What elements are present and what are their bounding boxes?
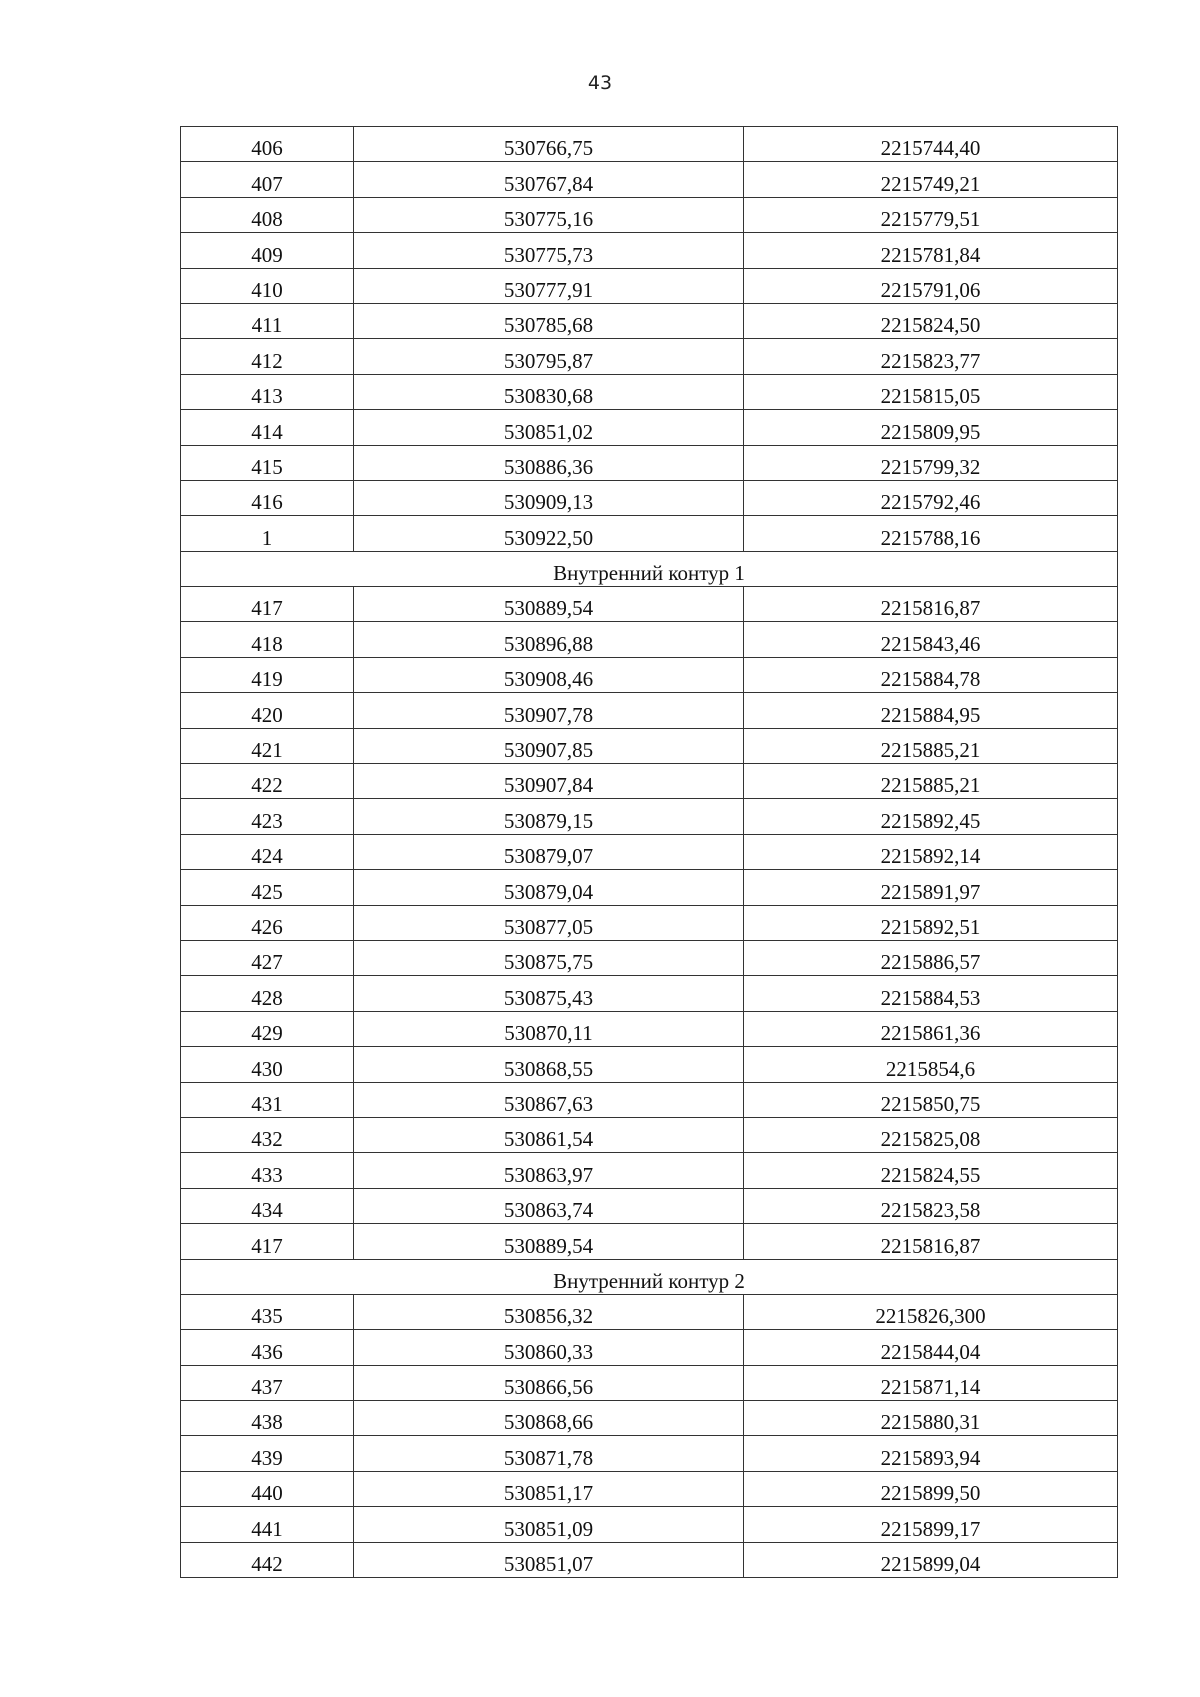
y-coordinate-cell: 2215744,40 bbox=[744, 127, 1118, 162]
y-coordinate-cell: 2215781,84 bbox=[744, 233, 1118, 268]
point-number-cell: 430 bbox=[181, 1047, 354, 1082]
table-row bbox=[181, 976, 1118, 1011]
point-number-cell: 422 bbox=[181, 764, 354, 799]
x-coordinate-cell: 530856,32 bbox=[354, 1294, 744, 1329]
y-coordinate-cell: 2215892,14 bbox=[744, 834, 1118, 869]
point-number-cell: 411 bbox=[181, 303, 354, 338]
point-number-cell: 417 bbox=[181, 1224, 354, 1259]
x-coordinate-cell: 530875,75 bbox=[354, 940, 744, 975]
point-number-cell: 421 bbox=[181, 728, 354, 763]
point-number-cell: 429 bbox=[181, 1011, 354, 1046]
x-coordinate-cell: 530851,07 bbox=[354, 1542, 744, 1577]
x-coordinate-cell: 530879,04 bbox=[354, 870, 744, 905]
x-coordinate-cell: 530871,78 bbox=[354, 1436, 744, 1471]
point-number-cell: 440 bbox=[181, 1471, 354, 1506]
table-row bbox=[181, 162, 1118, 197]
y-coordinate-cell: 2215884,95 bbox=[744, 693, 1118, 728]
point-number-cell: 418 bbox=[181, 622, 354, 657]
table-row bbox=[181, 1082, 1118, 1117]
x-coordinate-cell: 530907,85 bbox=[354, 728, 744, 763]
point-number-cell: 436 bbox=[181, 1330, 354, 1365]
table-row bbox=[181, 622, 1118, 657]
point-number-cell: 412 bbox=[181, 339, 354, 374]
table-row bbox=[181, 233, 1118, 268]
y-coordinate-cell: 2215886,57 bbox=[744, 940, 1118, 975]
table-row bbox=[181, 764, 1118, 799]
y-coordinate-cell: 2215791,06 bbox=[744, 268, 1118, 303]
y-coordinate-cell: 2215799,32 bbox=[744, 445, 1118, 480]
y-coordinate-cell: 2215788,16 bbox=[744, 516, 1118, 551]
page-number: 43 bbox=[587, 72, 613, 94]
point-number-cell: 423 bbox=[181, 799, 354, 834]
point-number-cell: 415 bbox=[181, 445, 354, 480]
x-coordinate-cell: 530775,16 bbox=[354, 197, 744, 232]
y-coordinate-cell: 2215779,51 bbox=[744, 197, 1118, 232]
y-coordinate-cell: 2215885,21 bbox=[744, 728, 1118, 763]
point-number-cell: 438 bbox=[181, 1401, 354, 1436]
section-header-row bbox=[181, 551, 1118, 586]
point-number-cell: 428 bbox=[181, 976, 354, 1011]
x-coordinate-cell: 530889,54 bbox=[354, 587, 744, 622]
point-number-cell: 437 bbox=[181, 1365, 354, 1400]
table-row bbox=[181, 445, 1118, 480]
x-coordinate-cell: 530851,17 bbox=[354, 1471, 744, 1506]
table-row bbox=[181, 127, 1118, 162]
table-row bbox=[181, 197, 1118, 232]
x-coordinate-cell: 530766,75 bbox=[354, 127, 744, 162]
table-row bbox=[181, 1365, 1118, 1400]
x-coordinate-cell: 530909,13 bbox=[354, 480, 744, 515]
table-row bbox=[181, 480, 1118, 515]
x-coordinate-cell: 530775,73 bbox=[354, 233, 744, 268]
point-number-cell: 413 bbox=[181, 374, 354, 409]
y-coordinate-cell: 2215871,14 bbox=[744, 1365, 1118, 1400]
x-coordinate-cell: 530896,88 bbox=[354, 622, 744, 657]
table-row bbox=[181, 799, 1118, 834]
table-row bbox=[181, 1153, 1118, 1188]
y-coordinate-cell: 2215892,51 bbox=[744, 905, 1118, 940]
x-coordinate-cell: 530868,66 bbox=[354, 1401, 744, 1436]
y-coordinate-cell: 2215823,58 bbox=[744, 1188, 1118, 1223]
point-number-cell: 433 bbox=[181, 1153, 354, 1188]
point-number-cell: 409 bbox=[181, 233, 354, 268]
point-number-cell: 435 bbox=[181, 1294, 354, 1329]
table-row bbox=[181, 1401, 1118, 1436]
table-row bbox=[181, 834, 1118, 869]
point-number-cell: 424 bbox=[181, 834, 354, 869]
x-coordinate-cell: 530777,91 bbox=[354, 268, 744, 303]
y-coordinate-cell: 2215749,21 bbox=[744, 162, 1118, 197]
table-row bbox=[181, 1117, 1118, 1152]
x-coordinate-cell: 530879,15 bbox=[354, 799, 744, 834]
point-number-cell: 406 bbox=[181, 127, 354, 162]
x-coordinate-cell: 530830,68 bbox=[354, 374, 744, 409]
x-coordinate-cell: 530851,02 bbox=[354, 410, 744, 445]
y-coordinate-cell: 2215899,50 bbox=[744, 1471, 1118, 1506]
y-coordinate-cell: 2215899,04 bbox=[744, 1542, 1118, 1577]
table-row bbox=[181, 1330, 1118, 1365]
table-row bbox=[181, 1011, 1118, 1046]
x-coordinate-cell: 530922,50 bbox=[354, 516, 744, 551]
table-row bbox=[181, 657, 1118, 692]
table-row bbox=[181, 940, 1118, 975]
table-row bbox=[181, 1471, 1118, 1506]
section-header-row bbox=[181, 1259, 1118, 1294]
point-number-cell: 414 bbox=[181, 410, 354, 445]
table-row bbox=[181, 1507, 1118, 1542]
y-coordinate-cell: 2215893,94 bbox=[744, 1436, 1118, 1471]
x-coordinate-cell: 530767,84 bbox=[354, 162, 744, 197]
coordinates-table-body bbox=[181, 127, 1118, 1578]
table-row bbox=[181, 410, 1118, 445]
y-coordinate-cell: 2215843,46 bbox=[744, 622, 1118, 657]
x-coordinate-cell: 530868,55 bbox=[354, 1047, 744, 1082]
x-coordinate-cell: 530785,68 bbox=[354, 303, 744, 338]
x-coordinate-cell: 530866,56 bbox=[354, 1365, 744, 1400]
y-coordinate-cell: 2215824,55 bbox=[744, 1153, 1118, 1188]
x-coordinate-cell: 530867,63 bbox=[354, 1082, 744, 1117]
table-row bbox=[181, 516, 1118, 551]
point-number-cell: 426 bbox=[181, 905, 354, 940]
table-row bbox=[181, 339, 1118, 374]
table-row bbox=[181, 587, 1118, 622]
table-row bbox=[181, 870, 1118, 905]
x-coordinate-cell: 530863,74 bbox=[354, 1188, 744, 1223]
x-coordinate-cell: 530886,36 bbox=[354, 445, 744, 480]
y-coordinate-cell: 2215844,04 bbox=[744, 1330, 1118, 1365]
y-coordinate-cell: 2215899,17 bbox=[744, 1507, 1118, 1542]
section-title: Внутренний контур 2 bbox=[181, 1259, 1118, 1294]
x-coordinate-cell: 530907,78 bbox=[354, 693, 744, 728]
point-number-cell: 425 bbox=[181, 870, 354, 905]
y-coordinate-cell: 2215792,46 bbox=[744, 480, 1118, 515]
y-coordinate-cell: 2215861,36 bbox=[744, 1011, 1118, 1046]
y-coordinate-cell: 2215884,78 bbox=[744, 657, 1118, 692]
table-row bbox=[181, 1224, 1118, 1259]
table-row bbox=[181, 1542, 1118, 1577]
y-coordinate-cell: 2215854,6 bbox=[744, 1047, 1118, 1082]
y-coordinate-cell: 2215815,05 bbox=[744, 374, 1118, 409]
y-coordinate-cell: 2215892,45 bbox=[744, 799, 1118, 834]
table-row bbox=[181, 1188, 1118, 1223]
y-coordinate-cell: 2215816,87 bbox=[744, 587, 1118, 622]
y-coordinate-cell: 2215885,21 bbox=[744, 764, 1118, 799]
y-coordinate-cell: 2215809,95 bbox=[744, 410, 1118, 445]
x-coordinate-cell: 530908,46 bbox=[354, 657, 744, 692]
x-coordinate-cell: 530851,09 bbox=[354, 1507, 744, 1542]
x-coordinate-cell: 530870,11 bbox=[354, 1011, 744, 1046]
point-number-cell: 420 bbox=[181, 693, 354, 728]
table-row bbox=[181, 303, 1118, 338]
point-number-cell: 431 bbox=[181, 1082, 354, 1117]
x-coordinate-cell: 530879,07 bbox=[354, 834, 744, 869]
point-number-cell: 442 bbox=[181, 1542, 354, 1577]
table-row bbox=[181, 374, 1118, 409]
point-number-cell: 427 bbox=[181, 940, 354, 975]
table-row bbox=[181, 1294, 1118, 1329]
x-coordinate-cell: 530860,33 bbox=[354, 1330, 744, 1365]
table-row bbox=[181, 1436, 1118, 1471]
point-number-cell: 434 bbox=[181, 1188, 354, 1223]
coordinates-table bbox=[180, 126, 1118, 1578]
x-coordinate-cell: 530863,97 bbox=[354, 1153, 744, 1188]
x-coordinate-cell: 530907,84 bbox=[354, 764, 744, 799]
point-number-cell: 441 bbox=[181, 1507, 354, 1542]
x-coordinate-cell: 530861,54 bbox=[354, 1117, 744, 1152]
point-number-cell: 419 bbox=[181, 657, 354, 692]
point-number-cell: 417 bbox=[181, 587, 354, 622]
y-coordinate-cell: 2215884,53 bbox=[744, 976, 1118, 1011]
x-coordinate-cell: 530875,43 bbox=[354, 976, 744, 1011]
point-number-cell: 416 bbox=[181, 480, 354, 515]
y-coordinate-cell: 2215824,50 bbox=[744, 303, 1118, 338]
point-number-cell: 432 bbox=[181, 1117, 354, 1152]
y-coordinate-cell: 2215880,31 bbox=[744, 1401, 1118, 1436]
table-row bbox=[181, 268, 1118, 303]
x-coordinate-cell: 530889,54 bbox=[354, 1224, 744, 1259]
y-coordinate-cell: 2215826,300 bbox=[744, 1294, 1118, 1329]
y-coordinate-cell: 2215816,87 bbox=[744, 1224, 1118, 1259]
table-row bbox=[181, 693, 1118, 728]
point-number-cell: 439 bbox=[181, 1436, 354, 1471]
y-coordinate-cell: 2215891,97 bbox=[744, 870, 1118, 905]
point-number-cell: 407 bbox=[181, 162, 354, 197]
table-row bbox=[181, 905, 1118, 940]
x-coordinate-cell: 530877,05 bbox=[354, 905, 744, 940]
point-number-cell: 410 bbox=[181, 268, 354, 303]
x-coordinate-cell: 530795,87 bbox=[354, 339, 744, 374]
y-coordinate-cell: 2215823,77 bbox=[744, 339, 1118, 374]
y-coordinate-cell: 2215825,08 bbox=[744, 1117, 1118, 1152]
point-number-cell: 408 bbox=[181, 197, 354, 232]
table-row bbox=[181, 728, 1118, 763]
section-title: Внутренний контур 1 bbox=[181, 551, 1118, 586]
point-number-cell: 1 bbox=[181, 516, 354, 551]
y-coordinate-cell: 2215850,75 bbox=[744, 1082, 1118, 1117]
table-row bbox=[181, 1047, 1118, 1082]
